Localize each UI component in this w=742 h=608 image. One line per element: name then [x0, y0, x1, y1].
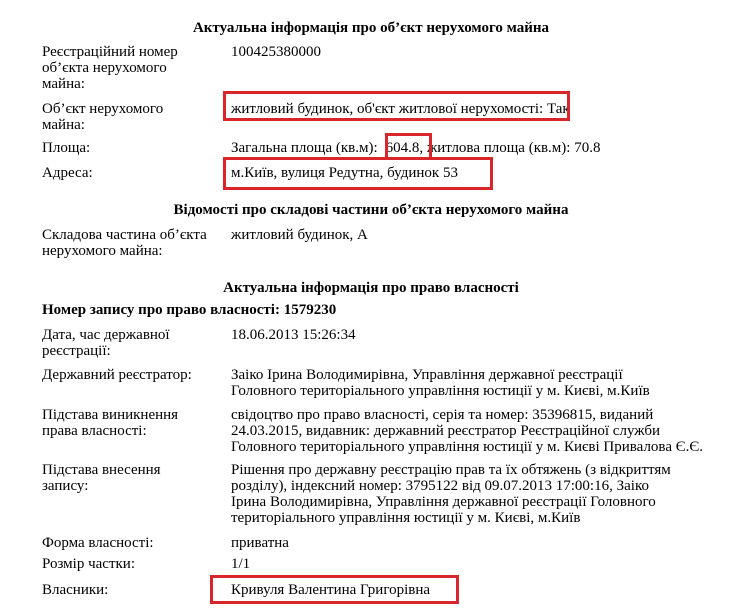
reg-date-value: 18.06.2013 15:26:34	[231, 327, 356, 343]
area-suffix: , житлова площа (кв.м): 70.8	[419, 140, 601, 156]
component-value: житловий будинок, А	[231, 227, 368, 243]
owners-highlight-box	[210, 575, 459, 604]
ownership-form-value: приватна	[231, 535, 289, 551]
object-type-highlight-box	[223, 91, 570, 121]
entry-basis-label: Підстава внесення запису:	[42, 462, 161, 494]
ownership-basis-label: Підстава виникнення права власності:	[42, 407, 179, 439]
share-value: 1/1	[231, 556, 251, 572]
reg-number-label: Реєстраційний номер об’єкта нерухомого майна:	[42, 44, 178, 92]
reg-number-value: 100425380000	[231, 44, 321, 60]
section-title-property-info: Актуальна інформація про об’єкт нерухомого майна	[192, 20, 550, 36]
address-value: м.Київ, вулиця Редутна, будинок 53	[231, 165, 458, 181]
owners-label: Власники:	[42, 582, 109, 598]
reg-date-label: Дата, час державної реєстрації:	[42, 327, 170, 359]
registrar-value: Заіко Ірина Володимирівна, Управління державної реєстрації Головного територіального управління юстиції у м. Києві, м.Київ	[231, 367, 650, 399]
registrar-label: Державний реєстратор:	[42, 367, 192, 383]
owners-value: Кривуля Валентина Григорівна	[231, 582, 431, 598]
section-title-ownership: Актуальна інформація про право власності	[223, 280, 519, 296]
section-title-components: Відомості про складові частини об’єкта нерухомого майна	[173, 202, 569, 218]
ownership-record-number: Номер запису про право власності: 1579230	[42, 302, 337, 318]
component-label: Складова частина об’єкта нерухомого майна:	[42, 227, 207, 259]
area-label: Площа:	[42, 140, 91, 156]
object-type-text: житловий будинок, об'єкт житлової нерухомості:	[231, 101, 544, 117]
ownership-basis-value: свідоцтво про право власності, серія та номер: 35396815, виданий 24.03.2015, видавник: державний реєстратор Реєстраційної служби Головного територіального управління юстиції у м. Києві Привалова Є.Є.	[231, 407, 704, 455]
address-label: Адреса:	[42, 165, 93, 181]
ownership-form-label: Форма власності:	[42, 535, 154, 551]
object-residential-flag: Так	[546, 101, 570, 117]
total-area-value: 604.8	[385, 140, 420, 156]
total-area-highlight-box	[385, 133, 432, 160]
share-label: Розмір частки:	[42, 556, 135, 572]
object-label: Об’єкт нерухомого майна:	[42, 101, 164, 133]
address-highlight-box	[223, 157, 493, 190]
entry-basis-value: Рішення про державну реєстрацію прав та їх обтяжень (з відкриттям розділу), індексний номер: 3795122 від 09.07.2013 17:00:16, Заіко Ірина Володимирівна, Управління державної реєстрації Головного територіального управління юстиції у м. Києві, м.Київ	[231, 462, 671, 526]
area-prefix: Загальна площа (кв.м):	[231, 140, 378, 156]
